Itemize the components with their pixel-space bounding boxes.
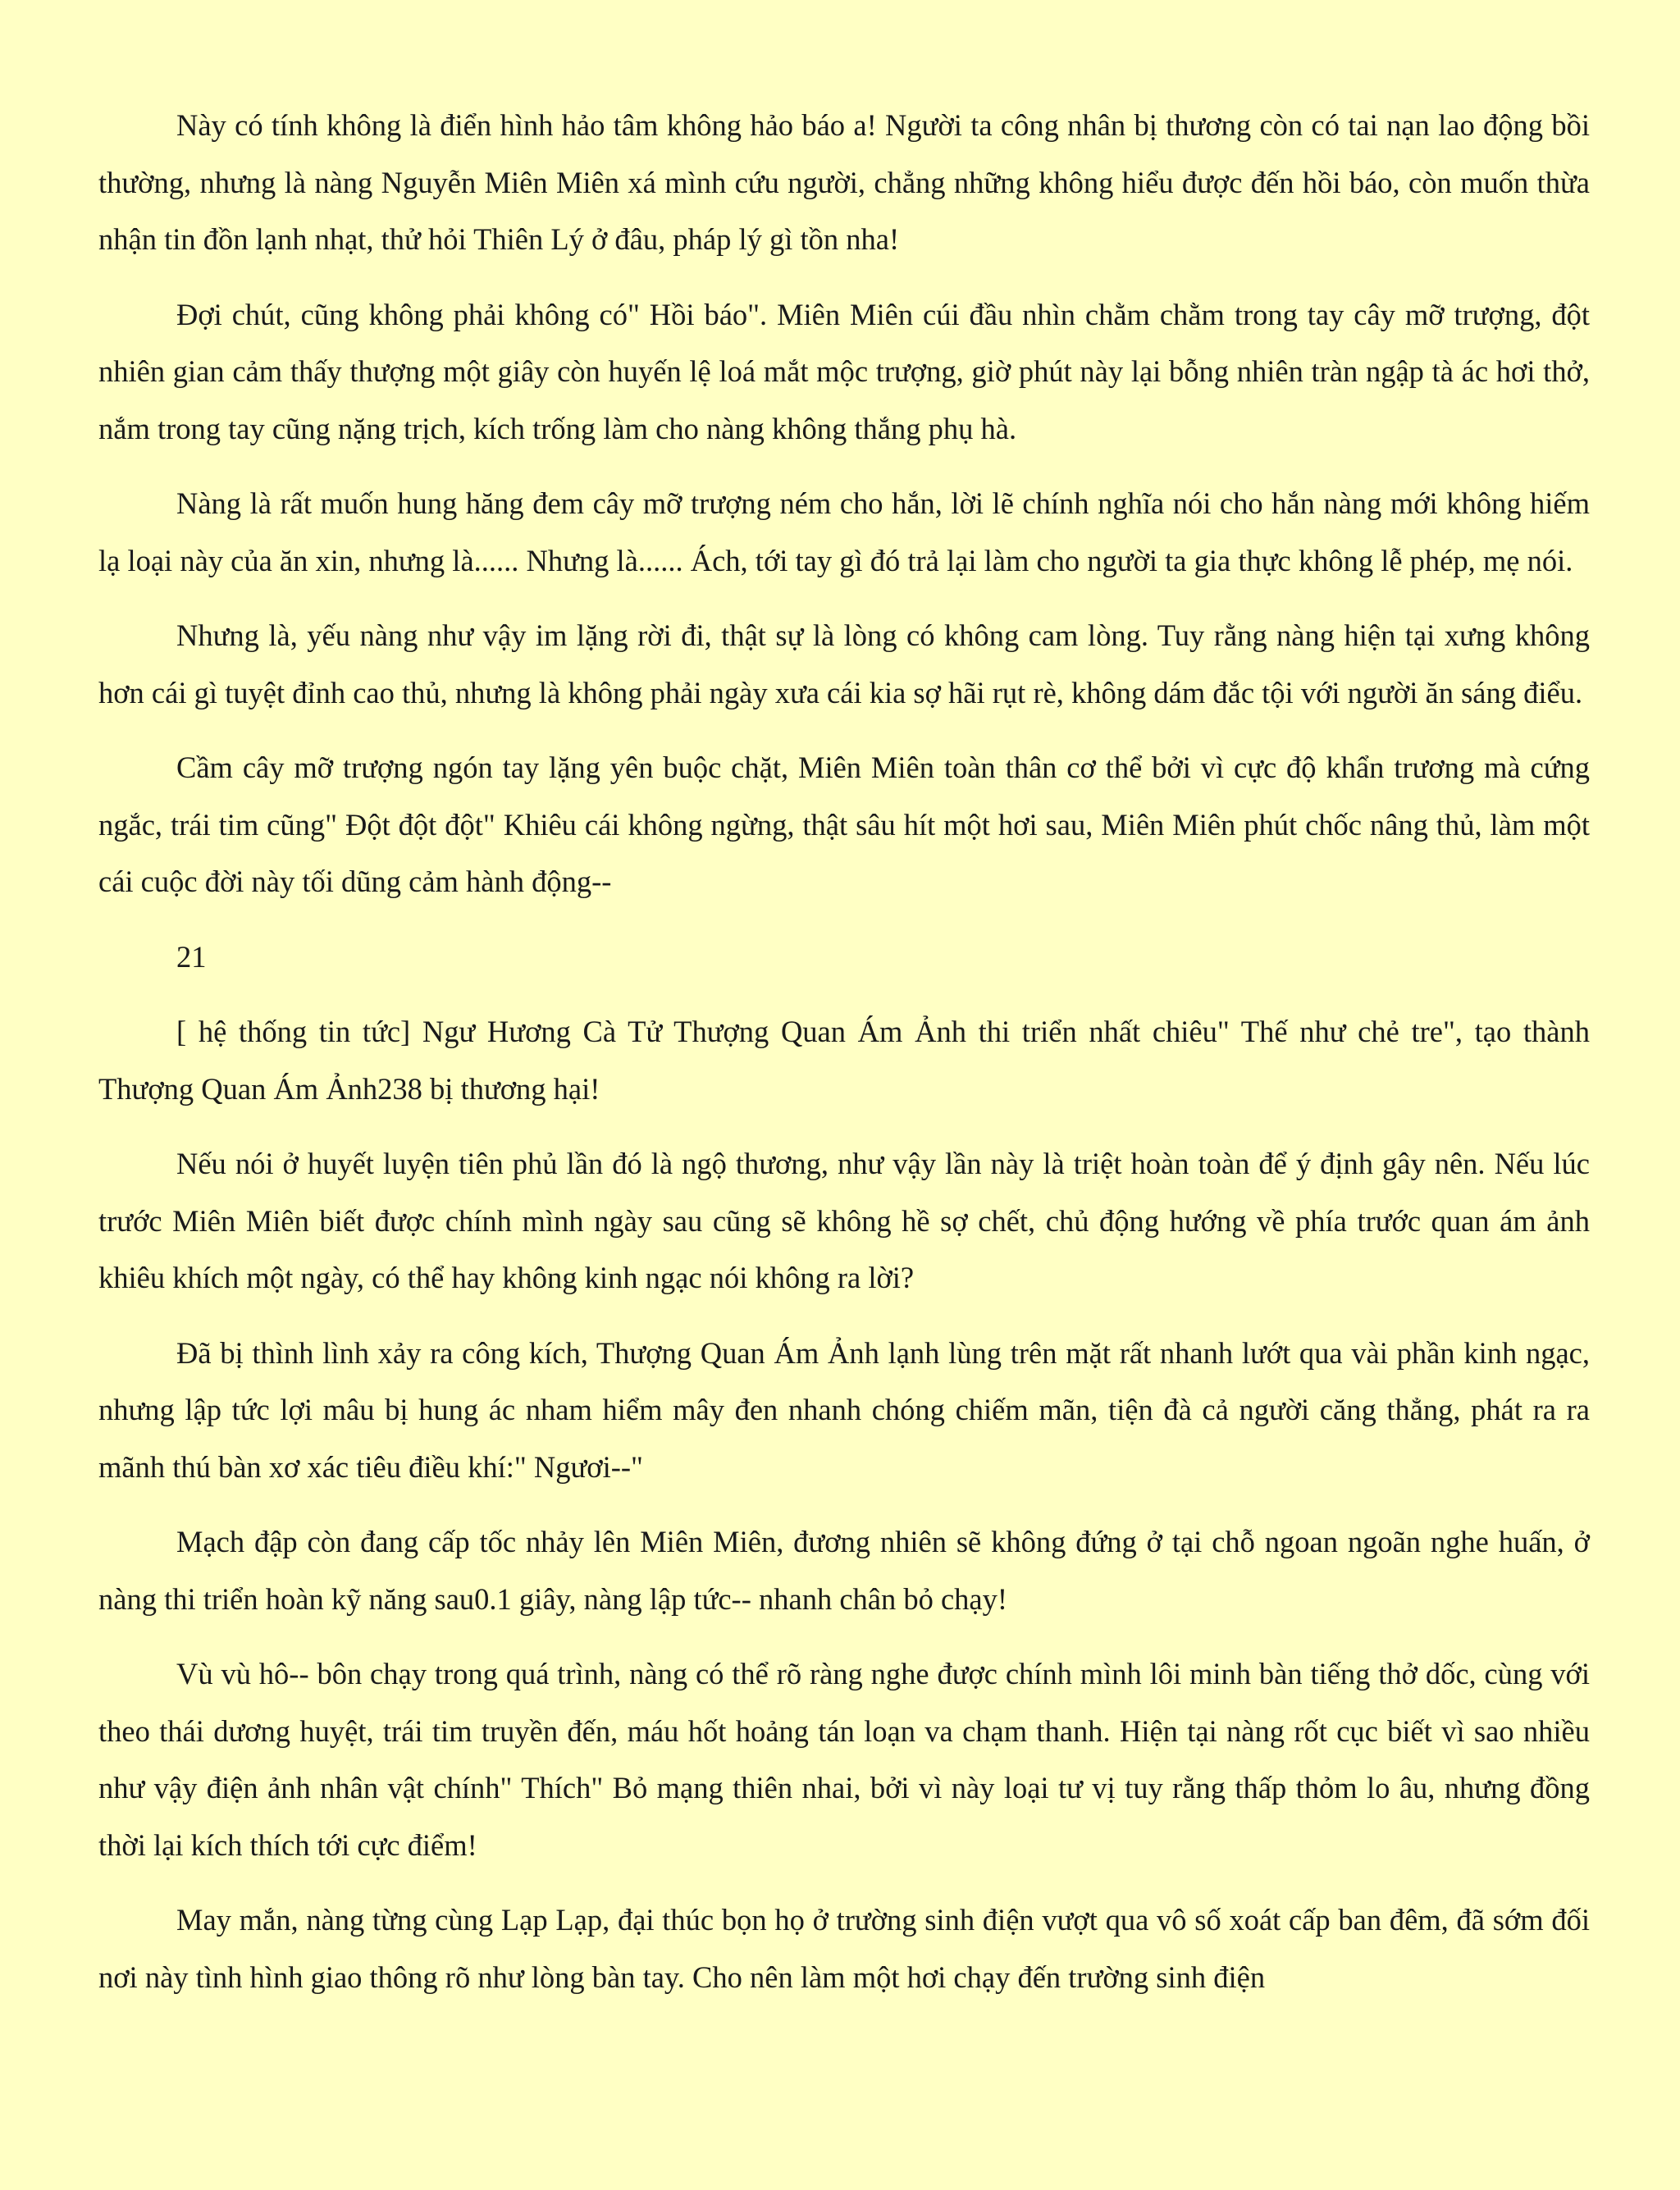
paragraph: Nhưng là, yếu nàng như vậy im lặng rời đi, thật sự là lòng có không cam lòng. Tuy rằng nàng hiện tại xưng không hơn cái gì tuyệt đỉnh cao thủ, nhưng là không phải ngày xưa cái kia sợ hãi rụt rè, không dám đắc tội với người ăn sáng điểu. <box>98 618 1590 709</box>
paragraph: Đợi chút, cũng không phải không có" Hồi báo". Miên Miên cúi đầu nhìn chằm chằm trong tay cây mỡ trượng, đột nhiên gian cảm thấy thượng một giây còn huyến lệ loá mắt mộc trượng, giờ phút này lại bỗng nhiên tràn ngập tà ác hơi thở, nắm trong tay cũng nặng trịch, kích trống làm cho nàng không thắng phụ hà. <box>98 297 1590 445</box>
chapter-number: 21 <box>176 939 207 974</box>
paragraph: Này có tính không là điển hình hảo tâm không hảo báo a! Người ta công nhân bị thương còn có tai nạn lao động bồi thường, nhưng là nàng Nguyễn Miên Miên xá mình cứu người, chẳng những không hiểu được đến hồi báo, còn muốn thừa nhận tin đồn lạnh nhạt, thử hỏi Thiên Lý ở đâu, pháp lý gì tồn nha! <box>98 108 1590 256</box>
paragraph: Đã bị thình lình xảy ra công kích, Thượng Quan Ám Ảnh lạnh lùng trên mặt rất nhanh lướt qua vài phần kinh ngạc, nhưng lập tức lợi mâu bị hung ác nham hiểm mây đen nhanh chóng chiếm mãn, tiện đà cả người căng thẳng, phát ra ra mãnh thú bàn xơ xác tiêu điều khí:" Ngươi--" <box>98 1335 1590 1484</box>
paragraph: [ hệ thống tin tức] Ngư Hương Cà Tử Thượng Quan Ám Ảnh thi triển nhất chiêu" Thế như chẻ tre", tạo thành Thượng Quan Ám Ảnh238 bị thương hại! <box>98 1015 1590 1106</box>
paragraph: May mắn, nàng từng cùng Lạp Lạp, đại thúc bọn họ ở trường sinh điện vượt qua vô số xoát cấp ban đêm, đã sớm đối nơi này tình hình giao thông rõ như lòng bàn tay. Cho nên làm một hơi chạy đến trường sinh điện <box>98 1903 1590 1994</box>
paragraph: Mạch đập còn đang cấp tốc nhảy lên Miên Miên, đương nhiên sẽ không đứng ở tại chỗ ngoan ngoãn nghe huấn, ở nàng thi triển hoàn kỹ năng sau0.1 giây, nàng lập tức-- nhanh chân bỏ chạy! <box>98 1525 1590 1616</box>
paragraph: Nếu nói ở huyết luyện tiên phủ lần đó là ngộ thương, như vậy lần này là triệt hoàn toàn để ý định gây nên. Nếu lúc trước Miên Miên biết được chính mình ngày sau cũng sẽ không hề sợ chết, chủ động hướng về phía trước quan ám ảnh khiêu khích một ngày, có thể hay không kinh ngạc nói không ra lời? <box>98 1147 1590 1294</box>
paragraph: Nàng là rất muốn hung hăng đem cây mỡ trượng ném cho hắn, lời lẽ chính nghĩa nói cho hắn nàng mới không hiếm lạ loại này của ăn xin, nhưng là...... Nhưng là...... Ách, tới tay gì đó trả lại làm cho người ta gia thực không lễ phép, mẹ nói. <box>98 486 1590 577</box>
paragraph: Vù vù hô-- bôn chạy trong quá trình, nàng có thể rõ ràng nghe được chính mình lôi minh bàn tiếng thở dốc, cùng với theo thái dương huyệt, trái tim truyền đến, máu hốt hoảng tán loạn va chạm thanh. Hiện tại nàng rốt cục biết vì sao nhiều như vậy điện ảnh nhân vật chính" Thích" Bỏ mạng thiên nhai, bởi vì này loại tư vị tuy rằng thấp thỏm lo âu, nhưng đồng thời lại kích thích tới cực điểm! <box>98 1657 1590 1862</box>
paragraph: Cầm cây mỡ trượng ngón tay lặng yên buộc chặt, Miên Miên toàn thân cơ thể bởi vì cực độ khẩn trương mà cứng ngắc, trái tim cũng" Đột đột đột" Khiêu cái không ngừng, thật sâu hít một hơi sau, Miên Miên phút chốc nâng thủ, làm một cái cuộc đời này tối dũng cảm hành động-- <box>98 751 1590 898</box>
